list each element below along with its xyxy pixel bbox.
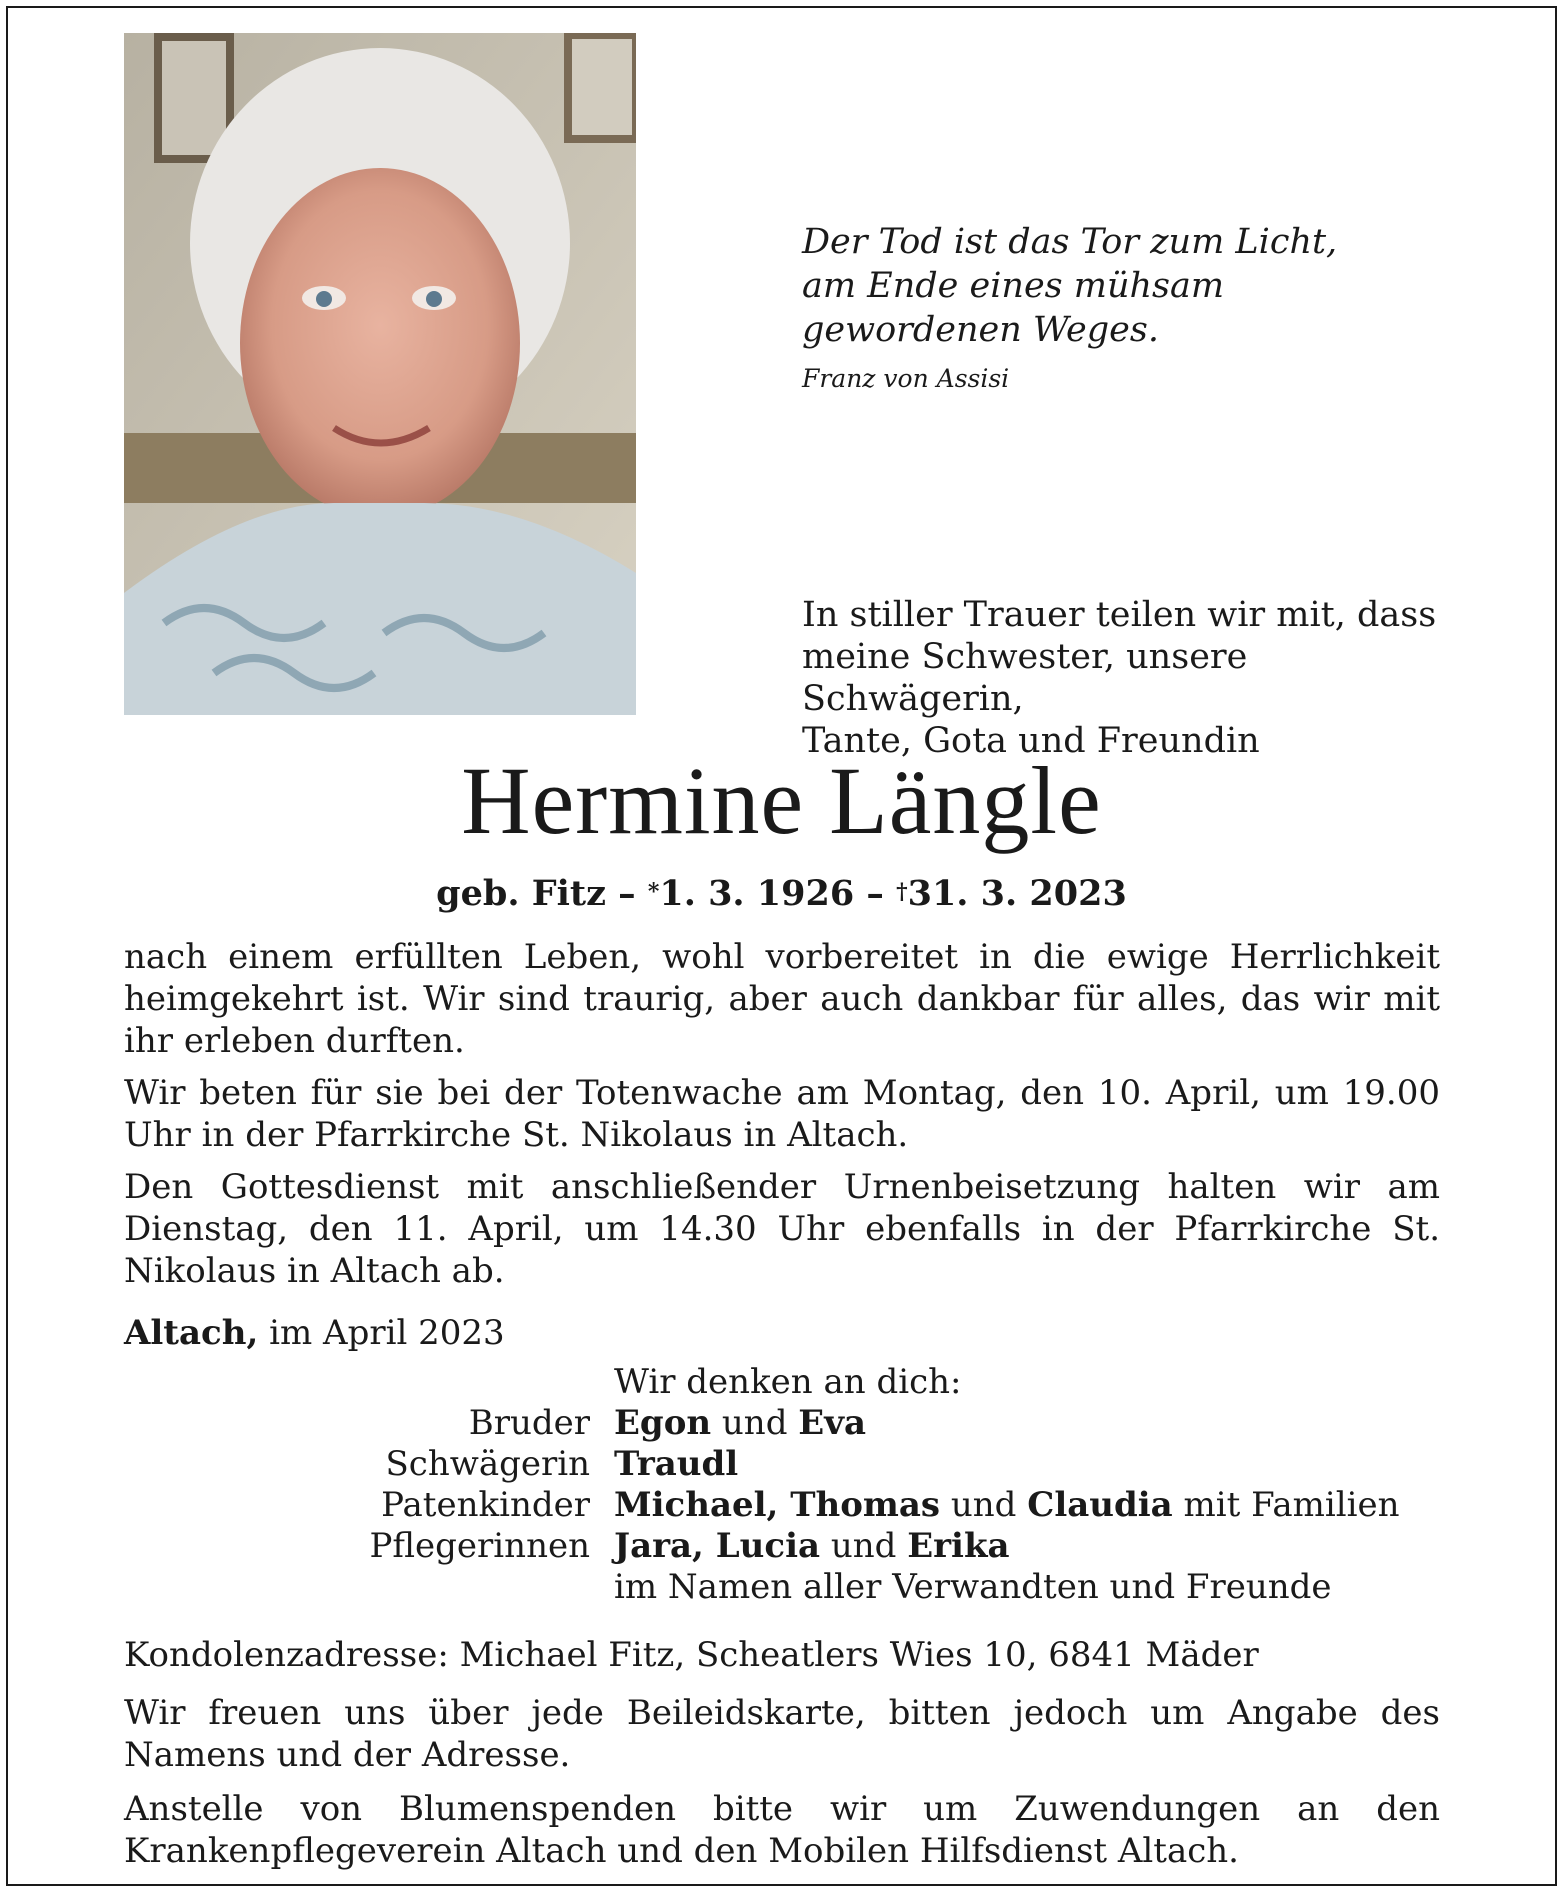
family-relation: Pflegerinnen <box>369 1526 590 1566</box>
dash: – <box>618 873 636 914</box>
intro-line: Tante, Gota und Freundin <box>802 721 1260 761</box>
birth-date: 1. 3. 1926 <box>659 873 855 914</box>
life-dates <box>8 872 1555 916</box>
family-name: Erika <box>907 1526 1010 1566</box>
family-row <box>124 1485 1454 1526</box>
family-name: Eva <box>798 1403 866 1443</box>
condolence-address: Kondolenzadresse: Michael Fitz, Scheatlers Wies 10, 6841 Mäder <box>124 1635 1259 1675</box>
family-row <box>124 1526 1454 1567</box>
family-list <box>124 1362 1454 1608</box>
family-relation: Patenkinder <box>381 1485 590 1525</box>
family-row <box>124 1444 1454 1485</box>
portrait-image <box>124 33 636 715</box>
paragraph-cards: Wir freuen uns über jede Beileidskarte, bitten jedoch um Angabe des Namens und der Adresse. <box>124 1693 1440 1775</box>
family-and: und <box>830 1526 897 1566</box>
quote-line: gewordenen Weges. <box>802 310 1159 350</box>
family-heading-row <box>124 1362 1454 1403</box>
intro-line: meine Schwester, unsere Schwägerin, <box>802 637 1248 719</box>
family-name: Jara, Lucia <box>614 1526 821 1566</box>
obituary-card <box>6 6 1557 1886</box>
family-names <box>614 1444 1454 1485</box>
family-names <box>614 1485 1454 1526</box>
place-month: im April 2023 <box>269 1313 505 1353</box>
paragraph-donations: Anstelle von Blumenspenden bitte wir um Zuwendungen an den Krankenpflegeverein Altach und den Mobilen Hilfsdienst Altach. <box>124 1789 1440 1871</box>
family-name: Traudl <box>614 1444 739 1484</box>
death-symbol: † <box>896 879 908 905</box>
paragraph-wake: Wir beten für sie bei der Totenwache am Montag, den 10. April, um 19.00 Uhr in der Pfarrkirche St. Nikolaus in Altach. <box>124 1073 1440 1155</box>
place-date <box>124 1312 505 1354</box>
family-relation: Schwägerin <box>385 1444 590 1484</box>
place-city: Altach, <box>124 1313 259 1353</box>
family-and: und <box>950 1485 1017 1525</box>
family-name: Claudia <box>1027 1485 1173 1525</box>
paragraph-service: Den Gottesdienst mit anschließender Urnenbeisetzung halten wir am Dienstag, den 11. April, um 14.30 Uhr ebenfalls in der Pfarrkirche St. Nikolaus in Altach ab. <box>124 1167 1440 1291</box>
quote <box>802 220 1362 352</box>
family-relation: Bruder <box>468 1403 590 1443</box>
deceased-name: Hermine Längle <box>461 747 1102 854</box>
quote-author: Franz von Assisi <box>802 364 1010 393</box>
family-names <box>614 1403 1454 1444</box>
paragraph-life: nach einem erfüllten Leben, wohl vorbereitet in die ewige Herrlichkeit heimgekehrt ist. Wir sind traurig, aber auch dankbar für alles, das wir mit ihr erleben durften. <box>124 937 1440 1061</box>
intro-text <box>802 594 1452 762</box>
family-closing: im Namen aller Verwandten und Freunde <box>614 1567 1332 1607</box>
death-date: 31. 3. 2023 <box>907 873 1127 914</box>
family-and: und <box>721 1403 788 1443</box>
intro-line: In stiller Trauer teilen wir mit, dass <box>802 595 1437 635</box>
family-heading: Wir denken an dich: <box>614 1362 962 1402</box>
birth-symbol: * <box>647 879 660 905</box>
family-row <box>124 1403 1454 1444</box>
family-suffix: mit Familien <box>1183 1485 1400 1525</box>
family-name: Michael, Thomas <box>614 1485 941 1525</box>
family-name: Egon <box>614 1403 712 1443</box>
quote-line: am Ende eines mühsam <box>802 266 1225 306</box>
portrait-photo <box>124 33 636 715</box>
quote-line: Der Tod ist das Tor zum Licht, <box>802 222 1338 262</box>
birth-name: geb. Fitz <box>436 873 606 914</box>
family-closing-row <box>124 1567 1454 1608</box>
family-names <box>614 1526 1454 1567</box>
dash: – <box>866 873 884 914</box>
